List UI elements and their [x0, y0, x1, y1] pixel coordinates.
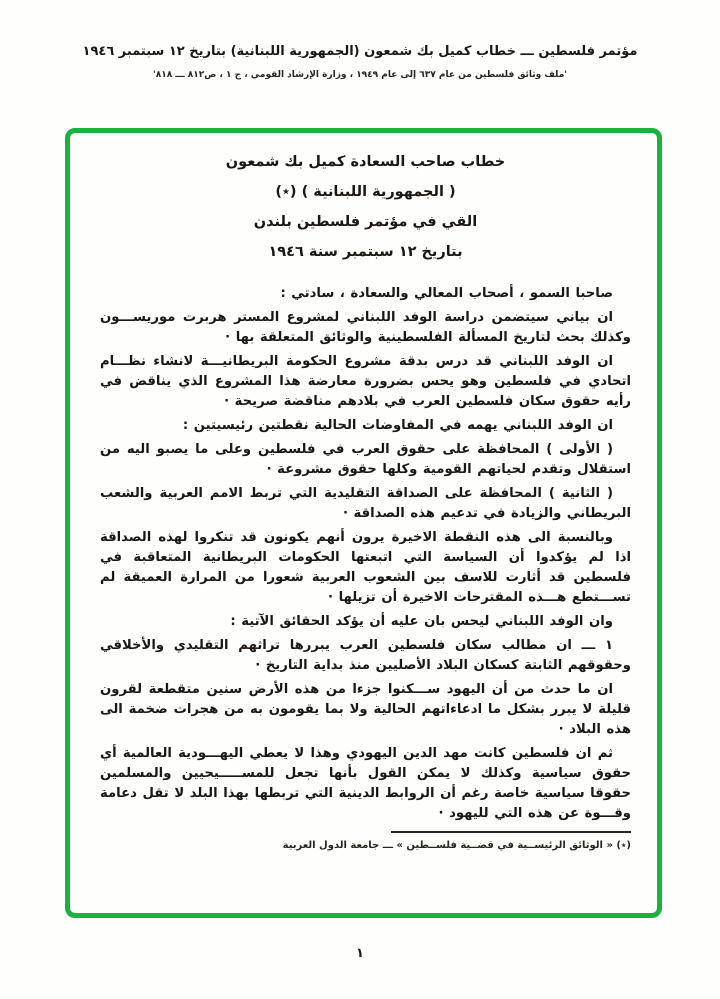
paragraph: ان الوفد اللبناني قد درس بدقة مشروع الحكومة البريطانيـــة لانشاء نظـــام اتحادي في فلسطين وهو يحس بضرورة معارضة هذا المشروع الذي يناقض في رأيه حقوق سكان فلسطين العرب في بلادهم مناقضة صريحة · [100, 354, 631, 409]
header-source-reference: 'ملف وثائق فلسطين من عام ٦٣٧ إلى عام ١٩٤٩ ، وزارة الإرشاد القومي ، ج ١ ، ص٨١٢ ـــ ٨١٨' [152, 70, 568, 80]
paragraph: ان بياني سيتضمن دراسة الوفد اللبناني لمشروع المستر هربرت موريســـون وكذلك بحث لتاريخ المسألة الفلسطينية والوثائق المتعلقة بها · [100, 310, 631, 345]
paragraph: ( الثانية ) المحافظة على الصداقة التقليدية التي تربط الامم العربية والشعب البريطاني والزيادة في تدعيم هذه الصداقة · [100, 486, 631, 521]
title-line: ( الجمهورية اللبنانية ) (٭) [275, 184, 456, 200]
title-line: خطاب صاحب السعادة كميل بك شمعون [225, 154, 506, 170]
page-number: ١ [356, 946, 364, 961]
document-title-block [100, 153, 631, 262]
title-line: بتاريخ ١٢ سبتمبر سنة ١٩٤٦ [268, 244, 463, 260]
document-frame [65, 128, 662, 918]
title-line: القي في مؤتمر فلسطين بلندن [253, 214, 478, 230]
document-body [100, 284, 631, 824]
paragraph: وان الوفد اللبناني ليحس بان عليه أن يؤكد الحقائق الآتية : [230, 614, 613, 629]
paragraph: ( الأولى ) المحافظة على حقوق العرب في فلسطين وعلى ما يصبو اليه من استقلال وتقدم لحياتهم القومية وكلها حقوق مشروعة · [100, 442, 631, 477]
header-title: مؤتمر فلسطين ـــ خطاب كميل بك شمعون (الجمهورية اللبنانية) بتاريخ ١٢ سبتمبر ١٩٤٦ [82, 44, 638, 59]
page-header [0, 44, 720, 80]
paragraph: ان ما حدث من أن اليهود ســـكنوا جزءا من هذه الأرض سنين متقطعة لقرون قليلة لا يبرر بشكل ما ادعاءاتهم الحالية ولا بما يقومون به من هجرات ضخمة الى هذه البلاد · [100, 682, 631, 737]
paragraph: وبالنسبة الى هذه النقطة الاخيرة يرون أنهم يكونون قد تنكروا لهذه الصداقة اذا لم يؤكدوا أن السياسة التي اتبعتها الحكومات البريطانية المتعاقبة في فلسطين قد أثارت للاسف بين الشعوب العربية شعورا من المرارة العميقة لم تســـتطع هـــذه المقترحات الاخيرة أن تزيلها · [100, 530, 631, 605]
footnote-divider [391, 831, 631, 833]
paragraph: ثم ان فلسطين كانت مهد الدين اليهودي وهذا لا يعطي اليهـــودية العالمية أي حقوق سياسية وكذلك لا يمكن القول بأنها تجعل للمســـــيحيين والمسلمين حقوقا سياسية خاصة رغم أن الروابط الدينية التي تربطها بهذا البلد لا تقل دعامة وقـــوة عن هذه التي لليهود · [100, 746, 631, 821]
paragraph: ان الوفد اللبناني يهمه في المفاوضات الحالية نقطتين رئيسيتين : [182, 418, 613, 433]
paragraph: صاحبا السمو ، أصحاب المعالي والسعادة ، سادتي : [280, 286, 613, 301]
footnote: (٭) « الوثائق الرئيســية في قضــية فلســطين » ـــ جامعة الدول العربية [282, 840, 631, 851]
paragraph: ١ ـــ ان مطالب سكان فلسطين العرب يبررها تراثهم التقليدي والأخلاقي وحقوقهم الثابتة كسكان البلاد الأصليين منذ بداية التاريخ · [100, 638, 631, 673]
